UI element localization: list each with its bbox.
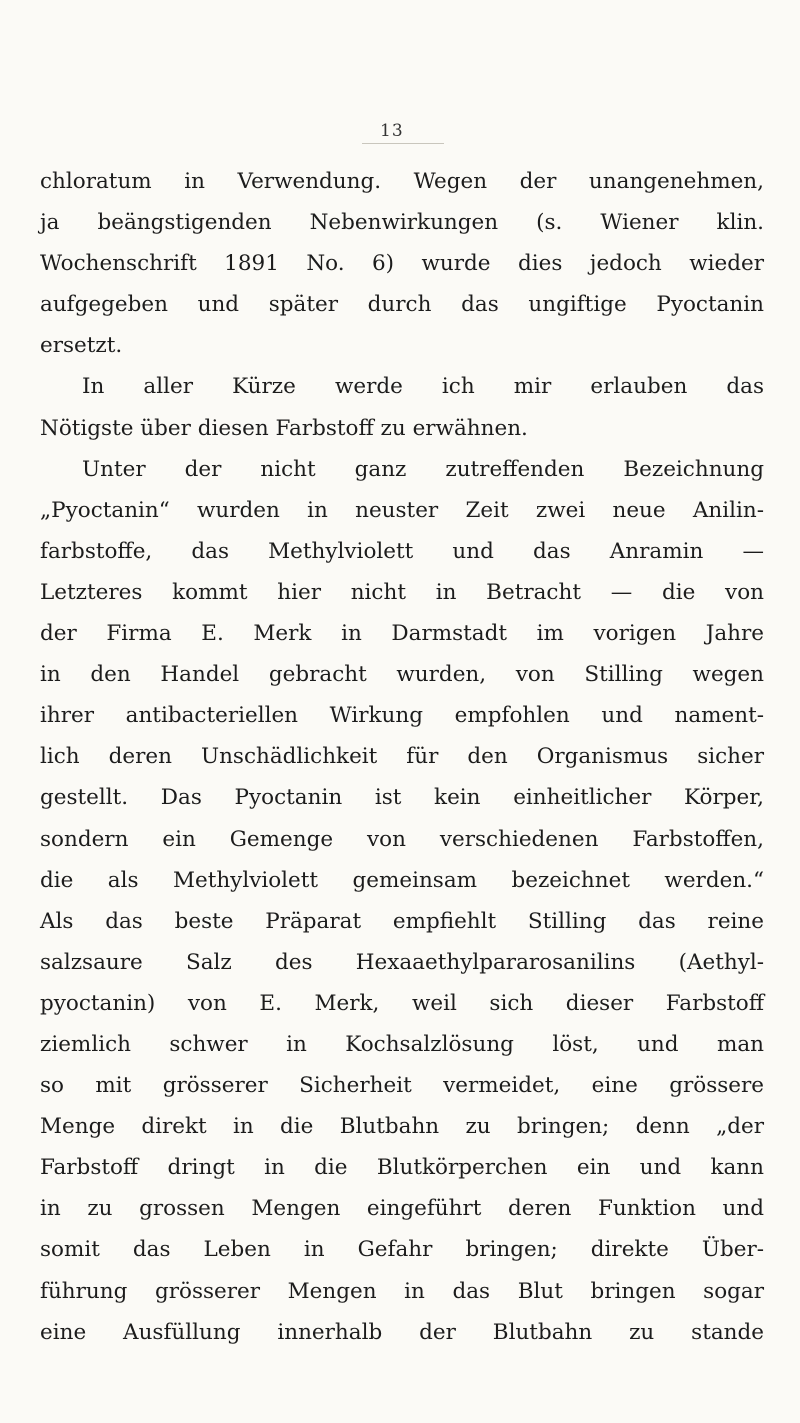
text-line: führung grösserer Mengen in das Blut bringen sogar	[40, 1278, 764, 1304]
text-line: lich deren Unschädlichkeit für den Organismus sicher	[40, 744, 764, 770]
text-line: gestellt. Das Pyoctanin ist kein einheitlicher Körper,	[40, 785, 764, 811]
text-line: der Firma E. Merk in Darmstadt im vorigen Jahre	[40, 621, 764, 647]
text-line: somit das Leben in Gefahr bringen; direkte Über-	[40, 1237, 764, 1263]
text-line: Menge direkt in die Blutbahn zu bringen; denn „der	[40, 1114, 764, 1140]
text-line: in den Handel gebracht wurden, von Stilling wegen	[40, 662, 764, 688]
text-line: Als das beste Präparat empfiehlt Stilling das reine	[40, 908, 764, 934]
text-line: Wochenschrift 1891 No. 6) wurde dies jedoch wieder	[40, 251, 764, 277]
text-line: Farbstoff dringt in die Blutkörperchen ein und kann	[40, 1155, 764, 1181]
text-line: farbstoffe, das Methylviolett und das Anramin —	[40, 538, 764, 564]
text-line: eine Ausfüllung innerhalb der Blutbahn zu stande	[40, 1319, 764, 1345]
text-line: die als Methylviolett gemeinsam bezeichnet werden.“	[40, 867, 764, 893]
text-block	[40, 161, 764, 1353]
text-line: ersetzt.	[40, 333, 123, 359]
text-line: ja beängstigenden Nebenwirkungen (s. Wiener klin.	[40, 210, 764, 236]
text-line: pyoctanin) von E. Merk, weil sich dieser Farbstoff	[40, 990, 764, 1016]
text-line: ihrer antibacteriellen Wirkung empfohlen und nament-	[40, 703, 764, 729]
text-line: sondern ein Gemenge von verschiedenen Farbstoffen,	[40, 826, 764, 852]
text-line: ziemlich schwer in Kochsalzlösung löst, und man	[40, 1031, 764, 1057]
text-line: chloratum in Verwendung. Wegen der unangenehmen,	[40, 169, 764, 194]
text-line: Letzteres kommt hier nicht in Betracht — die von	[40, 579, 764, 605]
text-line: aufgegeben und später durch das ungiftige Pyoctanin	[40, 292, 764, 318]
text-line: Nötigste über diesen Farbstoff zu erwähnen.	[40, 415, 528, 441]
text-line: „Pyoctanin“ wurden in neuster Zeit zwei neue Anilin-	[40, 497, 764, 523]
text-line: In aller Kürze werde ich mir erlauben das	[82, 374, 764, 400]
text-line: in zu grossen Mengen eingeführt deren Funktion und	[40, 1196, 764, 1222]
page-number: 13	[380, 121, 404, 141]
text-line: salzsaure Salz des Hexaaethylpararosanilins (Aethyl-	[40, 949, 764, 975]
text-line: Unter der nicht ganz zutreffenden Bezeichnung	[82, 456, 764, 482]
header-rule	[362, 143, 444, 144]
text-line: so mit grösserer Sicherheit vermeidet, eine grössere	[40, 1073, 764, 1099]
